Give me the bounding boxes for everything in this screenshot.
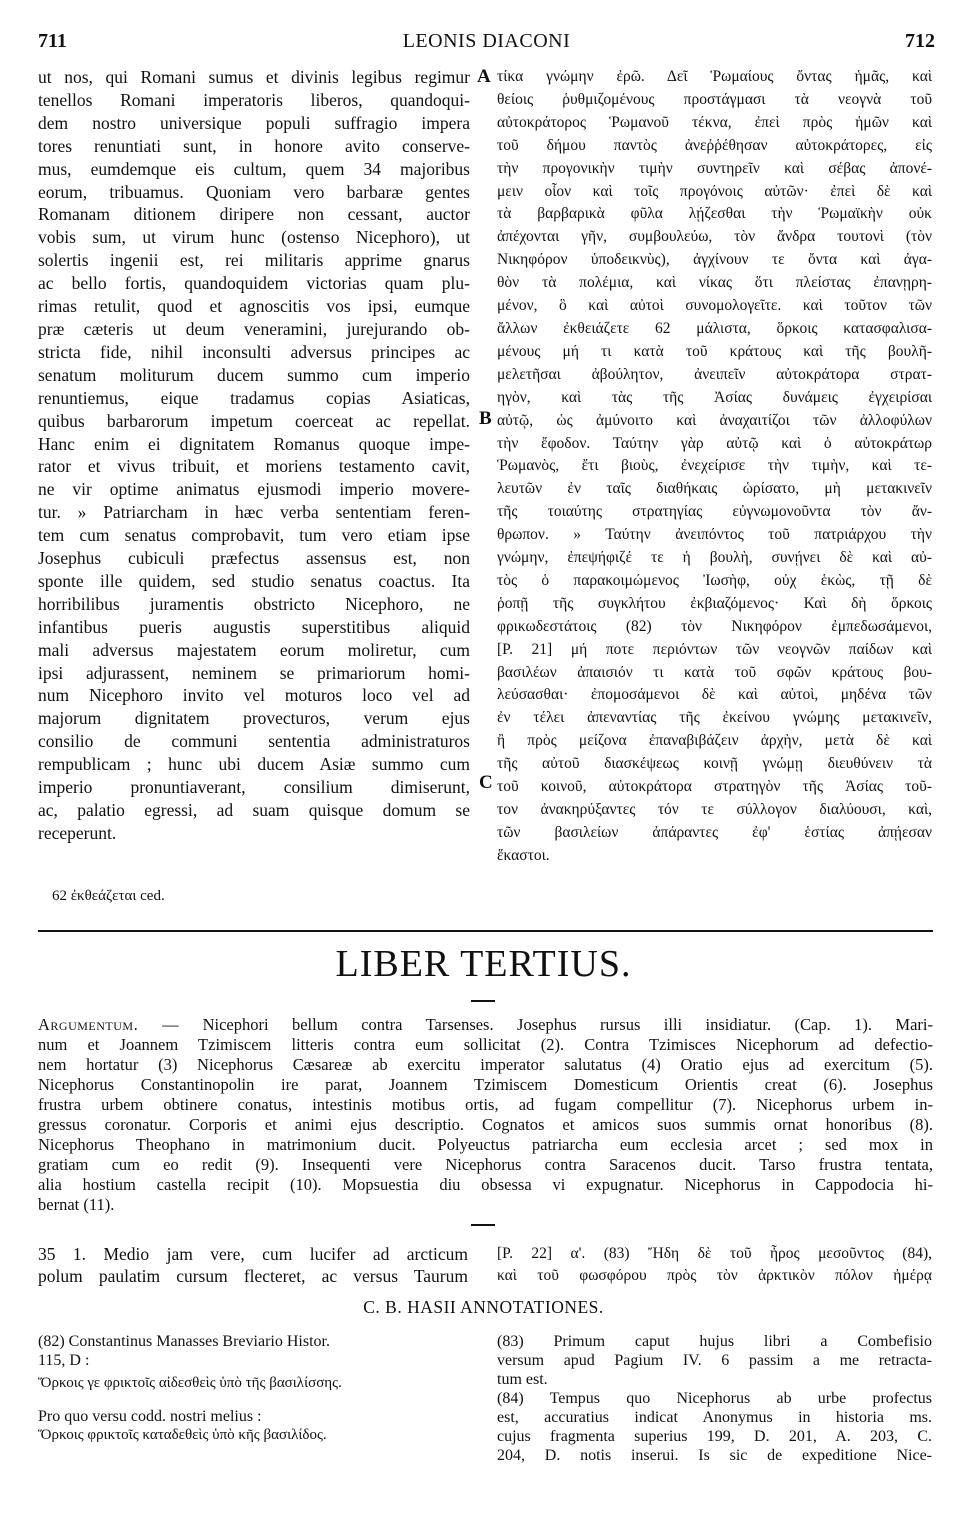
greek-text-line: μένους μή τι κατὰ τοῦ κράτους καὶ τῆς βουλῆ- [497,342,932,360]
latin-text-line: solertis ingenii est, rei militaris apprime gnarus [38,250,470,271]
latin-text-line: tenellos Romani imperatoris liberos, quandoqui- [38,89,470,110]
latin-text-line: mali adversus majestatem eorum moliretur, cum [38,639,470,660]
argument-text: Nicephori bellum contra Tarsenses. Josephus rursus illi insidiatur. (Cap. 1). Mari- [202,1015,933,1034]
argument-line: bernat (11). [38,1195,115,1214]
latin-text-line: ut nos, qui Romani sumus et divinis legibus regimur [38,67,470,87]
latin-text-line: consilio de communi sententia administraturos [38,731,470,752]
greek-text-line: λευτῶν ἐν ταῖς διαθήκαις ὡρίσατο, μὴ μετακινεῖν [497,480,932,498]
greek-text-line: [P. 21] μή ποτε περιόντων τῶν νεογνῶν παίδων καὶ [497,640,932,658]
note-82-greek: Ὅρκοις γε φρικτοῖς αἰδεσθεὶς ὑπὸ τῆς βασιλίσσης. [38,1375,342,1391]
note-line: 204, D. notis inserui. Is sic de expeditione Nice- [497,1447,932,1464]
chapter-latin-line: 35 1. Medio jam vere, cum lucifer ad arcticum [38,1244,468,1264]
section-marker-b: B [479,408,492,429]
argument-line [38,1015,933,1035]
latin-text-line: mus, eumdemque eis cultum, quem 34 majoribus [38,158,470,179]
title-dash [471,1000,495,1002]
page-number-right: 712 [905,30,935,52]
greek-text-line: τοῦ κοινοῦ, αὐτοκράτορα στρατηγὸν τῆς Ἀσίας τοῦ- [497,778,932,796]
greek-text-line: ἢ πρὸς μείζονα ἐπαναβιβάζειν ἀρχὴν, μετὰ δὲ καὶ [497,732,932,750]
latin-text-line: tem cum senatus comprobavit, tum vero etiam ipse [38,525,470,546]
greek-text-line: ἄλλων ἐκθειάζετε 62 μάλιστα, ὅρκοις κατασφαλισα- [497,319,932,337]
chapter-latin [38,1243,468,1287]
greek-text-line: φρικωδεστάτοις (82) τὸν Νικηφόρον ἐμπεδωσάμενοι, [497,617,932,635]
argument-line: gratiam cum eo redit (9). Insequenti vere Nicephorus contra Saracenos ducit. Tarso frustra tentata, [38,1155,933,1174]
greek-text-line: ἕκαστοι. [497,846,550,864]
argument-line: alia hostium castella recipit (10). Mopsuestia diu obsessa vi expugnatur. Nicephorus in Cappodocia hi- [38,1175,933,1194]
latin-text-line: receperunt. [38,822,117,843]
chapter-latin-line: polum paulatim cursum flecteret, ac versus Taurum [38,1266,468,1286]
latin-text-line: rator et vivus tribuit, et moriens testamento cavit, [38,456,470,477]
page-number-left: 711 [38,30,67,52]
latin-text-line: horribilibus juramentis obstricto Nicephoro, ne [38,593,470,614]
greek-text-line: μελετῆσαι ἀβούλητον, ἀνειπεῖν αὐτοκράτορα στρατ- [497,365,932,383]
note-alt-greek: Ὅρκοις φρικτοῖς καταδεθεὶς ὑπὸ κῆς βασιλίδος. [38,1427,327,1443]
greek-text-line: μένον, ὃ καὶ αὐτοὶ συνομολογεῖτε. καὶ τοῦτον τῶν [497,297,932,315]
argument-label: Argumentum. — [38,1015,180,1034]
latin-text-line: ac, palatio egressi, ad suam quisque domum se [38,800,470,820]
greek-text-line: ῥοπῇ τῆς συγκλήτου ἐκβιαζόμενος· Καὶ δὴ ὅρκοις [497,594,932,612]
latin-text-line: num Nicephoro invito vel moturos loco vel ad [38,685,470,706]
argument-block [38,1015,933,1215]
chapter-greek [497,1243,932,1287]
note-line: cujus fragmenta superius 199, D. 201, A. 203, C. [497,1428,932,1445]
latin-text-line: Romanam ditionem diripere non cessant, auctor [38,204,470,225]
latin-text-line: renuntiemus, eique tradamus copias Asiaticas, [38,387,470,408]
latin-text-line: imperio pronuntiaverant, consilium dimiserunt, [38,777,470,798]
argument-dash [471,1224,495,1226]
greek-text-line: τῆς τοιαύτης στρατηγίας εὐγνωμονοῦντα τὸν ἄν- [497,503,932,521]
argument-line: Nicephorus Theophano in matrimonium ducit. Polyeuctus patriarcha eum ecclesia arcet ; sed mox in [38,1135,933,1154]
latin-text-line: eorum, tribuamus. Quoniam vero barbaræ gentes [38,181,470,202]
greek-text-line: βασιλέων ἀπαισιόν τι κατὰ τοῦ σφῶν κράτους βου- [497,663,932,681]
greek-text-line: τὴν προγονικὴν τιμὴν συντηρεῖν καὶ σέβας ἀπονέ- [497,159,932,177]
latin-text-line: tores renuntiati sunt, in honore avito conserve- [38,135,470,156]
latin-text-line: rempublicam ; hunc ubi ducem Asiæ summo cum [38,754,470,775]
greek-text-line: ηγὸν, καὶ τὰς τῆς Ἀσίας δυνάμεις ἐγχειρίσαι [497,388,932,406]
running-header [38,30,935,64]
note-line: tum est. [497,1371,548,1388]
book-title: LIBER TERTIUS. [335,943,632,985]
section-marker-c: C [479,772,493,793]
latin-text-line: Josephus cubiculi præfectus assensus est, non [38,548,470,569]
latin-text-line: tur. » Patriarcham in hæc verba sententiam feren- [38,502,470,523]
argument-line: gressus coronatur. Corporis et animi ejus descriptio. Cognatos et amicos suos summis ornat honoribus (8). [38,1115,933,1134]
argument-line: num et Joannem Tzimiscem litteris contra eum sollicitat (2). Contra Tzimisces Nicephorum ad defectio- [38,1035,933,1054]
latin-text-line: præ cæteris ut deum veneramini, jurejurando ob- [38,318,470,339]
note-line: est, accuratius indicat Anonymus in historia ms. [497,1409,932,1426]
note-82-line: 115, D : [38,1352,90,1369]
greek-text-line: αὐτῷ, ὡς ἀμύνοιτο καὶ ἀναχαιτίζοι τῶν ἀλλοφύλων [497,411,932,429]
latin-text-line: dem nostro universique populi suffragio impera [38,112,470,133]
note-line: (83) Primum caput hujus libri a Combefisio [497,1333,932,1350]
latin-text-line: rimas retulit, quod et agnoscitis vos ipsi, eumque [38,296,470,317]
greek-column [497,66,932,868]
footnote-62: 62 ἐκθεάζεται ced. [52,888,165,904]
note-82-line: (82) Constantinus Manasses Breviario Histor. [38,1333,330,1350]
greek-text-line: ἐν τέλει ἀπεναντίας τῆς ἐκείνου γνώμης μετακινεῖν, [497,709,932,727]
note-line: versum apud Pagium IV. 6 passim a me retracta- [497,1352,932,1369]
argument-line: nem hortatur (3) Nicephorus Cæsareæ ab exercitu imperator salutatus (4) Oratio ejus ad exercitum (5). [38,1055,933,1074]
chapter-greek-line: καὶ τοῦ φωσφόρου πρὸς τὸν ἀρκτικὸν πόλον ἠμέρᾳ [497,1267,932,1284]
greek-text-line: θὸν τὰ πολέμια, καὶ νίκας ὅτι πλείστας ἐπανῃρη- [497,274,932,292]
greek-text-line: θείοις ῥυθμιζομένους προστάγμασι τὰ νεογνὰ τοῦ [497,90,932,108]
greek-text-line: Ῥωμανὸς, ἔτι βιοὺς, ἐνεχείρισε τὴν τιμὴν, καὶ τε- [497,457,932,475]
section-divider [38,930,933,932]
note-alt-intro: Pro quo versu codd. nostri melius : [38,1408,262,1425]
note-line: (84) Tempus quo Nicephorus ab urbe profectus [497,1390,932,1407]
greek-text-line: ἀπέχονται γῆν, συμβουλεύω, τὸν ἄνδρα τουτονὶ (τὸν [497,228,932,246]
greek-text-line: τον ἀνακηρύξαντες τόν τε σύλλογον διαλύουσι, καὶ, [497,801,932,818]
greek-text-line: τοῦ δήμου παντὸς ἀνεῤῥέθησαν αὐτοκράτορες, εἰς [497,136,932,154]
greek-text-line: αὐτοκράτορος Ῥωμανοῦ τέκνα, ἐπεὶ πρὸς ἡμῶν καὶ [497,113,932,131]
latin-text-line: majorum dignitatem provecturos, verum ejus [38,708,470,729]
annotations-title: C. B. HASII ANNOTATIONES. [363,1297,604,1317]
latin-text-line: senatum moliturum ducem summo cum imperio [38,364,470,385]
argument-line: Nicephorus Constantinopolin ire parat, Joannem Tzimiscem Domesticum Orientis creat (6). Josephus [38,1075,933,1094]
latin-text-line: quibus barbarorum impetum coerceat ac repellat. [38,410,470,431]
latin-text-line: stricta fide, nihil inconsulti adversus principes ac [38,341,470,362]
greek-text-line: τίκα γνώμην ἐρῶ. Δεῖ Ῥωμαίους ὄντας ἡμᾶς, καὶ [497,68,932,85]
latin-column [38,66,470,845]
latin-text-line: ne vir optime animatus ejusmodi imperio movere- [38,479,470,500]
notes-left [38,1332,478,1445]
latin-text-line: Hanc enim ei dignitatem Romanus quoque impe- [38,433,470,454]
greek-text-line: γνώμην, ἐπεψήφιζέ τε ἡ βουλὴ, συνῄνει δὲ καὶ αὐ- [497,549,932,567]
greek-text-line: λεύσασθαι· ἐπομοσάμενοι δὲ καὶ αὐτοὶ, μηδένα τῶν [497,686,932,704]
latin-text-line: ac bello fortis, quandoquidem victorias quam plu- [38,273,470,294]
latin-text-line: sponte ille quidem, sed studio senatus coactus. Ita [38,570,470,591]
greek-text-line: τὸς ὁ παρακοιμώμενος Ἰωσὴφ, οὐχ ἑκὼς, τῇ δὲ [497,571,932,589]
chapter-greek-line: [P. 22] α'. (83) Ἤδη δὲ τοῦ ἦρος μεσοῦντος (84), [497,1245,932,1262]
greek-text-line: τὰ βαρβαρικὰ φῦλα λῄζεσθαι τὴν Ῥωμαϊκὴν οὐκ [497,205,932,223]
greek-text-line: τὴν ἔφοδον. Ταύτην γὰρ αὐτῷ καὶ ὁ αὐτοκράτωρ [497,434,932,452]
greek-text-line: τῆς αὐτοῦ διασκέψεως κοινῇ γνώμῃ διευθύνειν τὰ [497,755,932,773]
running-title: LEONIS DIACONI [402,30,571,52]
latin-text-line: ipsi adjurassent, neminem se primariorum homi- [38,662,470,683]
latin-text-line: infantibus pueris augustis superstitibus aliquid [38,616,470,637]
greek-text-line: τῶν βασιλείων ἀπάραντες ἐφ' ἑστίας ἀπῄεσαν [497,823,932,841]
greek-text-line: μειν οἷον καὶ τοῖς προγόνοις αὐτῶν· ἐπεὶ δὲ καὶ [497,182,932,200]
greek-text-line: θρωπον. » Ταύτην ἀνειπόντος τοῦ πατριάρχου τὴν [497,526,932,544]
greek-text-line: Νικηφόρον ὑποδεικνὺς), ἀγχίνουν τε ὄντα καὶ ἀγα- [497,251,932,269]
section-marker-a: A [477,66,491,87]
argument-line: frustra urbem obtinere conatus, intestinis motibus ortis, ad fugam compellitur (7). Nicephorus urbem in- [38,1095,933,1114]
notes-right [497,1332,932,1465]
latin-text-line: vobis sum, ut virum hunc (ostenso Nicephoro), ut [38,227,470,248]
